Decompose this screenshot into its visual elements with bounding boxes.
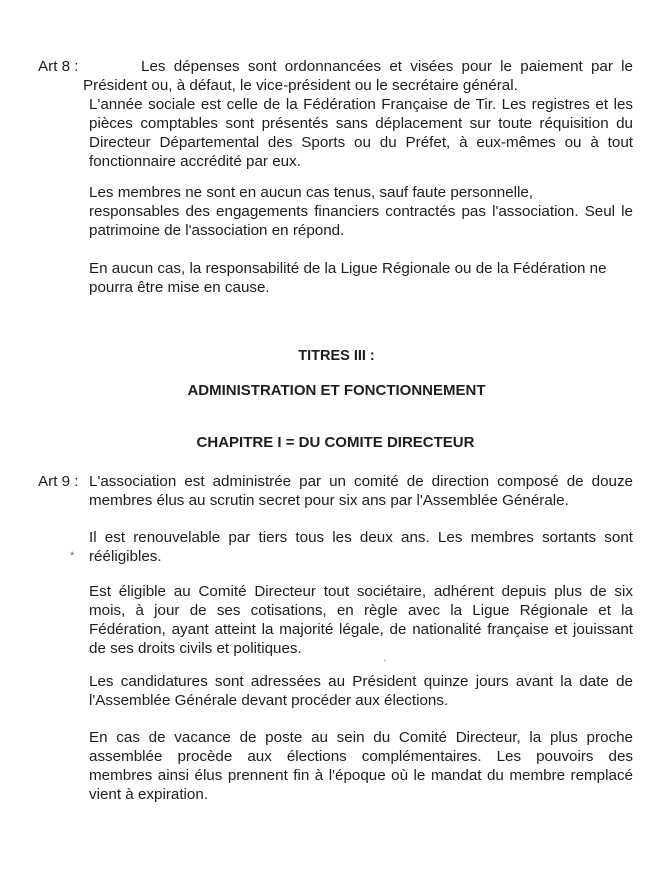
article-8-paragraph-3 <box>89 259 633 297</box>
text-line: Directeur Départemental des Sports ou du Préfet, à eux-mêmes ou à tout <box>89 134 633 151</box>
text-line: En cas de vacance de poste au sein du Comité Directeur, la plus proche <box>89 729 633 746</box>
text-line: L'année sociale est celle de la Fédération Française de Tir. Les registres et les <box>89 96 633 113</box>
article-8-label: Art 8 : <box>38 58 79 75</box>
text-line: responsables des engagements financiers contractés pas l'association. Seul le <box>89 203 633 220</box>
text-line: vient à expiration. <box>89 786 209 803</box>
article-9-paragraph-3 <box>89 582 633 658</box>
text-line: pourra être mise en cause. <box>89 279 270 296</box>
text-line: L'association est administrée par un comité de direction composé de douze <box>89 473 633 490</box>
text-line: Les candidatures sont adressées au Président quinze jours avant la date de <box>89 673 633 690</box>
text-line: Les membres ne sont en aucun cas tenus, sauf faute personnelle, <box>89 184 534 201</box>
title-subheading: ADMINISTRATION ET FONCTIONNEMENT <box>187 382 486 399</box>
text-line: En aucun cas, la responsabilité de la Ligue Régionale ou de la Fédération ne <box>89 260 607 277</box>
article-9-paragraph-1 <box>89 472 633 510</box>
article-8-paragraph-2 <box>89 183 633 240</box>
text-line: pièces comptables sont présentés sans déplacement sur toute réquisition du <box>89 115 633 132</box>
text-line: Président ou, à défaut, le vice-président ou le secrétaire général. <box>83 77 518 94</box>
text-line: membres élus au scrutin secret pour six ans par l'Assemblée Générale. <box>89 492 569 509</box>
article-9-paragraph-5 <box>89 728 633 804</box>
title-heading: TITRES III : <box>298 348 375 364</box>
scan-mark: ' <box>384 658 386 668</box>
scan-mark: * <box>70 550 75 562</box>
text-line: patrimoine de l'association en répond. <box>89 222 345 239</box>
text-line: assemblée procède aux élections complémentaires. Les pouvoirs des <box>89 748 633 765</box>
text-line: rééligibles. <box>89 548 162 565</box>
chapter-heading: CHAPITRE I = DU COMITE DIRECTEUR <box>196 434 475 451</box>
article-9-paragraph-2 <box>89 528 633 566</box>
text-line: Fédération, ayant atteint la majorité légale, de nationalité française et jouissant <box>89 621 633 638</box>
text-line: membres ainsi élus prennent fin à l'époque où le mandat du membre remplacé <box>89 767 633 784</box>
article-9-paragraph-4 <box>89 672 633 710</box>
article-9-label: Art 9 : <box>38 473 79 490</box>
text-line: Les dépenses sont ordonnancées et visées pour le paiement par le <box>141 58 633 75</box>
text-line: fonctionnaire accrédité par eux. <box>89 153 301 170</box>
text-line: de ses droits civils et politiques. <box>89 640 302 657</box>
text-line: l'Assemblée Générale devant procéder aux élections. <box>89 692 449 709</box>
text-line: Il est renouvelable par tiers tous les deux ans. Les membres sortants sont <box>89 529 633 546</box>
article-8-paragraph-1 <box>89 95 633 171</box>
article-8-first-paragraph <box>83 57 633 95</box>
text-line: mois, à jour de ses cotisations, en règle avec la Ligue Régionale et la <box>89 602 633 619</box>
text-line: Est éligible au Comité Directeur tout sociétaire, adhérent depuis plus de six <box>89 583 633 600</box>
